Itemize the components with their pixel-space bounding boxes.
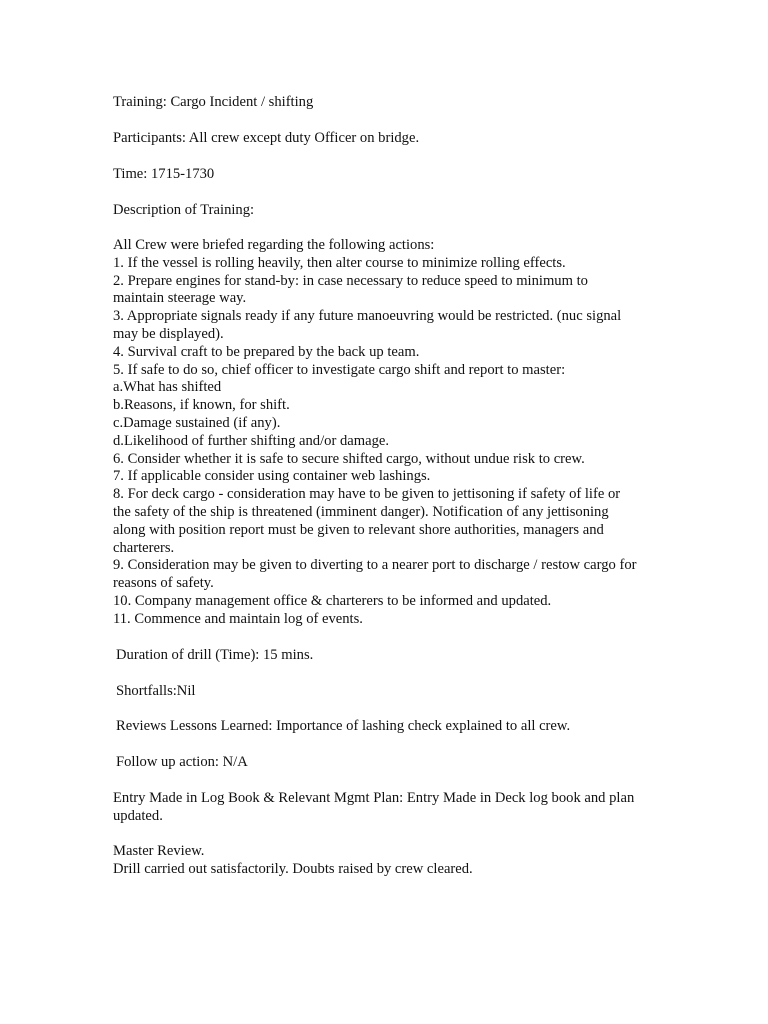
master-review-heading: Master Review. [113,843,205,859]
briefing-item: reasons of safety. [113,575,214,592]
briefing-item: d.Likelihood of further shifting and/or damage. [113,432,389,449]
follow-up-line: Follow up action: N/A [116,754,248,770]
duration-line: Duration of drill (Time): 15 mins. [116,647,314,663]
briefing-item: charterers. [113,539,175,556]
training-title: Training: Cargo Incident / shifting [113,94,314,110]
briefing-item: 8. For deck cargo - consideration may have to be given to jettisoning if safety of life or [113,486,621,503]
time-line: Time: 1715-1730 [113,166,215,182]
briefing-item: 9. Consideration may be given to diverting to a nearer port to discharge / restow cargo for [113,557,637,574]
briefing-item: 5. If safe to do so, chief officer to investigate cargo shift and report to master: [113,361,566,378]
briefing-item: 7. If applicable consider using container web lashings. [113,468,431,485]
participants-line: Participants: All crew except duty Officer on bridge. [113,130,420,146]
briefing-item: 10. Company management office & charterers to be informed and updated. [113,592,552,609]
briefing-item: c.Damage sustained (if any). [113,414,281,431]
briefing-item: b.Reasons, if known, for shift. [113,397,290,414]
log-entry-line: updated. [113,807,163,824]
log-entry-block [113,790,673,826]
briefing-intro: All Crew were briefed regarding the following actions: [113,237,435,253]
briefing-block [113,237,673,629]
description-heading: Description of Training: [113,202,255,218]
briefing-item: may be displayed). [113,325,224,342]
briefing-item: along with position report must be given to relevant shore authorities, managers and [113,521,604,538]
briefing-item: the safety of the ship is threatened (imminent danger). Notification of any jettisoning [113,503,609,520]
master-review-text: Drill carried out satisfactorily. Doubts raised by crew cleared. [113,860,473,877]
briefing-item: maintain steerage way. [113,290,247,307]
log-entry-line: Entry Made in Log Book & Relevant Mgmt Plan: Entry Made in Deck log book and plan [113,790,635,806]
briefing-item: 3. Appropriate signals ready if any future manoeuvring would be restricted. (nuc signal [113,308,622,325]
briefing-item: a.What has shifted [113,379,222,396]
reviews-line: Reviews Lessons Learned: Importance of lashing check explained to all crew. [116,718,571,734]
briefing-item: 6. Consider whether it is safe to secure shifted cargo, without undue risk to crew. [113,450,585,467]
briefing-item: 4. Survival craft to be prepared by the back up team. [113,343,420,360]
shortfalls-line: Shortfalls:Nil [116,683,196,699]
briefing-item: 2. Prepare engines for stand-by: in case necessary to reduce speed to minimum to [113,272,588,289]
briefing-item: 11. Commence and maintain log of events. [113,610,363,627]
briefing-item: 1. If the vessel is rolling heavily, then alter course to minimize rolling effects. [113,254,566,271]
master-review-block [113,843,673,879]
